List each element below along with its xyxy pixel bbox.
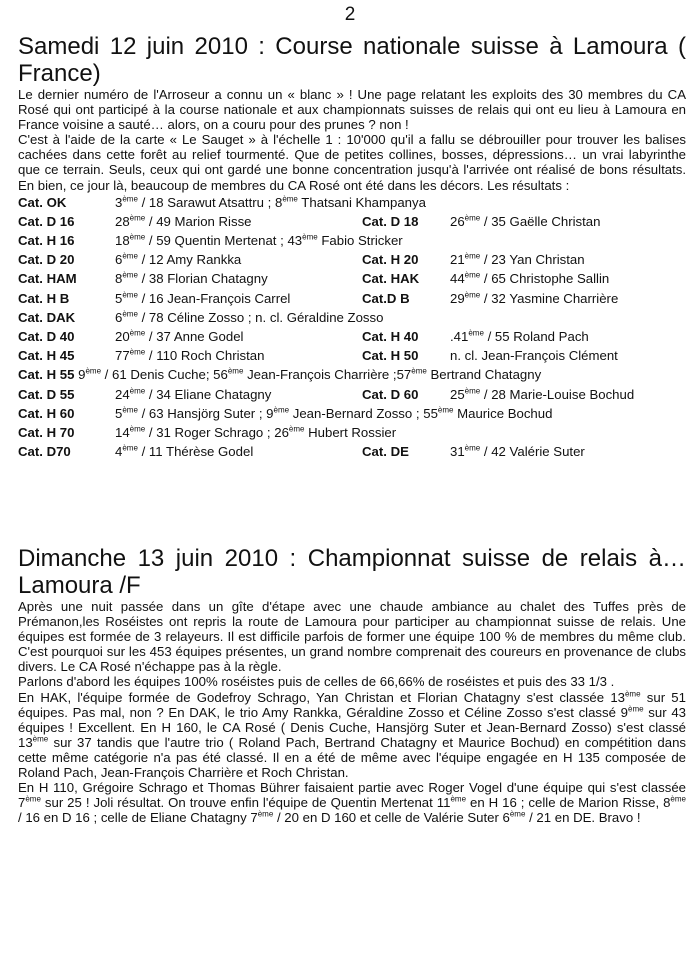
category-label: Cat. H 70 [18, 424, 75, 440]
category-label: Cat. D70 [18, 444, 71, 460]
result-text: 6ème / 78 Céline Zosso ; n. cl. Géraldine Zosso [115, 309, 384, 325]
page-number: 2 [344, 4, 356, 25]
body-paragraph: Parlons d'abord les équipes 100% roséistes puis de celles de 66,66% de roséistes et puis des 33 1/3 . [18, 674, 615, 690]
category-label: Cat.D B [362, 290, 410, 306]
category-label: Cat. D 20 [18, 252, 75, 268]
result-text: 77ème / 110 Roch Christan [115, 347, 265, 364]
result-text: 5ème / 63 Hansjörg Suter ; 9ème Jean-Bernard Zosso ; 55ème Maurice Bochud [115, 405, 553, 421]
category-label: Cat. D 18 [362, 213, 419, 229]
section-title: Dimanche 13 juin 2010 : Championnat suisse de relais à… Lamoura /F [18, 545, 686, 599]
category-label: Cat. H 60 [18, 405, 75, 421]
result-text: 8ème / 38 Florian Chatagny [115, 271, 268, 287]
result-text: .41ème / 55 Roland Pach [450, 328, 589, 344]
result-text: 28ème / 49 Marion Risse [115, 213, 252, 229]
result-row [18, 250, 700, 269]
result-text: n. cl. Jean-François Clément [450, 348, 618, 364]
category-label: Cat. H 45 [18, 348, 75, 364]
result-text: 26ème / 35 Gaëlle Christan [450, 213, 601, 229]
result-text: 5ème / 16 Jean-François Carrel [115, 290, 291, 306]
result-row [18, 365, 700, 384]
result-row [18, 327, 700, 346]
category-label: Cat. D 60 [362, 386, 419, 402]
result-row [18, 212, 700, 231]
body-paragraph: Après une nuit passée dans un gîte d'étape avec une chaude ambiance au chalet des Tuffes près de Prémanon,les Roséistes ont repris la route de Lamoura pour participer au championnat suisse de relais. Une équipes est formée de 3 relayeurs. Il est difficile parfois de former une équipe 100 % de membres du même club. C'est pourquoi sur les 453 équipes présentes, un grand nombre comprenait des coureurs en provenance de clubs divers. Le CA Rosé n'échappe pas à la règle. [18, 599, 686, 675]
result-text: 6ème / 12 Amy Rankka [115, 251, 242, 268]
category-label: Cat. H 50 [362, 348, 419, 364]
result-row [18, 308, 700, 327]
result-row [18, 385, 700, 404]
result-text: 25ème / 28 Marie-Louise Bochud [450, 386, 635, 402]
result-text: 9ème / 61 Denis Cuche; 56ème Jean-François Charrière ;57ème Bertrand Chatagny [78, 366, 542, 383]
result-text: 21ème / 23 Yan Christan [450, 251, 585, 268]
result-text: 14ème / 31 Roger Schrago ; 26ème Hubert Rossier [115, 424, 397, 440]
result-text: 31ème / 42 Valérie Suter [450, 443, 585, 460]
result-row [18, 346, 700, 365]
category-label: Cat. OK [18, 194, 67, 210]
category-label: Cat. H 55 [18, 367, 75, 383]
result-row [18, 193, 700, 212]
body-paragraph: En HAK, l'équipe formée de Godefroy Schrago, Yan Christan et Florian Chatagny s'est classée 13ème sur 51 équipes. Pas mal, non ? En DAK, le trio Amy Rankka, Géraldine Zosso et Céline Zosso s'est classé 9ème sur 43 équipes ! Excellent. En H 160, le CA Rosé ( Denis Cuche, Hansjörg Suter et Jean-Bernard Zosso) s'est classé 13ème sur 37 tandis que l'autre trio ( Roland Pach, Bertrand Chatagny et Maurice Bochud) en compétition dans cette même catégorie n'a pas été classé. Il en a été de même avec l'équipe engagée en H 135 composée de Roland Pach, Jean-François Charrière et Roch Christan. [18, 689, 686, 781]
body-paragraph: En H 110, Grégoire Schrago et Thomas Bührer faisaient partie avec Roger Vogel d'une équipe qui s'est classée 7ème sur 25 ! Joli résultat. On trouve enfin l'équipe de Quentin Mertenat 11ème en H 16 ; celle de Marion Risse, 8ème / 16 en D 16 ; celle de Eliane Chatagny 7ème / 20 en D 160 et celle de Valérie Suter 6ème / 21 en DE. Bravo ! [18, 780, 686, 826]
category-label: Cat. D 16 [18, 213, 75, 229]
result-text: 4ème / 11 Thérèse Godel [115, 443, 254, 460]
results-list [18, 193, 700, 462]
category-label: Cat. HAK [362, 271, 420, 287]
result-text: 18ème / 59 Quentin Mertenat ; 43ème Fabio Stricker [115, 232, 403, 249]
result-text: 29ème / 32 Yasmine Charrière [450, 290, 619, 306]
result-row [18, 423, 700, 442]
result-text: 44ème / 65 Christophe Sallin [450, 271, 610, 287]
category-label: Cat. DAK [18, 309, 76, 325]
category-label: Cat. H B [18, 290, 70, 306]
result-row [18, 404, 700, 423]
section-saturday [0, 33, 700, 461]
category-label: Cat. D 55 [18, 386, 75, 402]
intro-paragraph: Le dernier numéro de l'Arroseur a connu un « blanc » ! Une page relatant les exploits des 30 membres du CA Rosé qui ont participé à la course nationale et aux championnats suisses de relais qui ont eu lieu à Lamoura en France voisine a sauté… alors, on a couru pour des prunes ? non ! [18, 87, 686, 133]
result-text: 24ème / 34 Eliane Chatagny [115, 386, 272, 402]
category-label: Cat. DE [362, 444, 409, 460]
category-label: Cat. H 40 [362, 328, 419, 344]
result-row [18, 269, 700, 288]
category-label: Cat. HAM [18, 271, 77, 287]
map-paragraph: C'est à l'aide de la carte « Le Sauget » à l'échelle 1 : 10'000 qu'il a fallu se débrouiller pour trouver les balises cachées dans cette forêt au relief tourmenté. Que de petites collines, bosses, dépressions… un vrai labyrinthe que ce terrain. Seuls, ceux qui ont gardé une bonne concentration jusqu'à l'arrivée ont réalisé de bons résultats. En bien, ce jour là, beaucoup de membres du CA Rosé ont été dans les décors. Les résultats : [18, 132, 686, 193]
section-title: Samedi 12 juin 2010 : Course nationale suisse à Lamoura ( France) [18, 33, 686, 87]
result-text: 3ème / 18 Sarawut Atsattru ; 8ème Thatsani Khampanya [115, 194, 426, 210]
category-label: Cat. H 16 [18, 233, 75, 249]
category-label: Cat. D 40 [18, 328, 75, 344]
category-label: Cat. H 20 [362, 252, 419, 268]
result-row [18, 289, 700, 308]
result-text: 20ème / 37 Anne Godel [115, 328, 244, 344]
result-row [18, 231, 700, 250]
section-sunday [0, 545, 700, 825]
result-row [18, 442, 700, 461]
